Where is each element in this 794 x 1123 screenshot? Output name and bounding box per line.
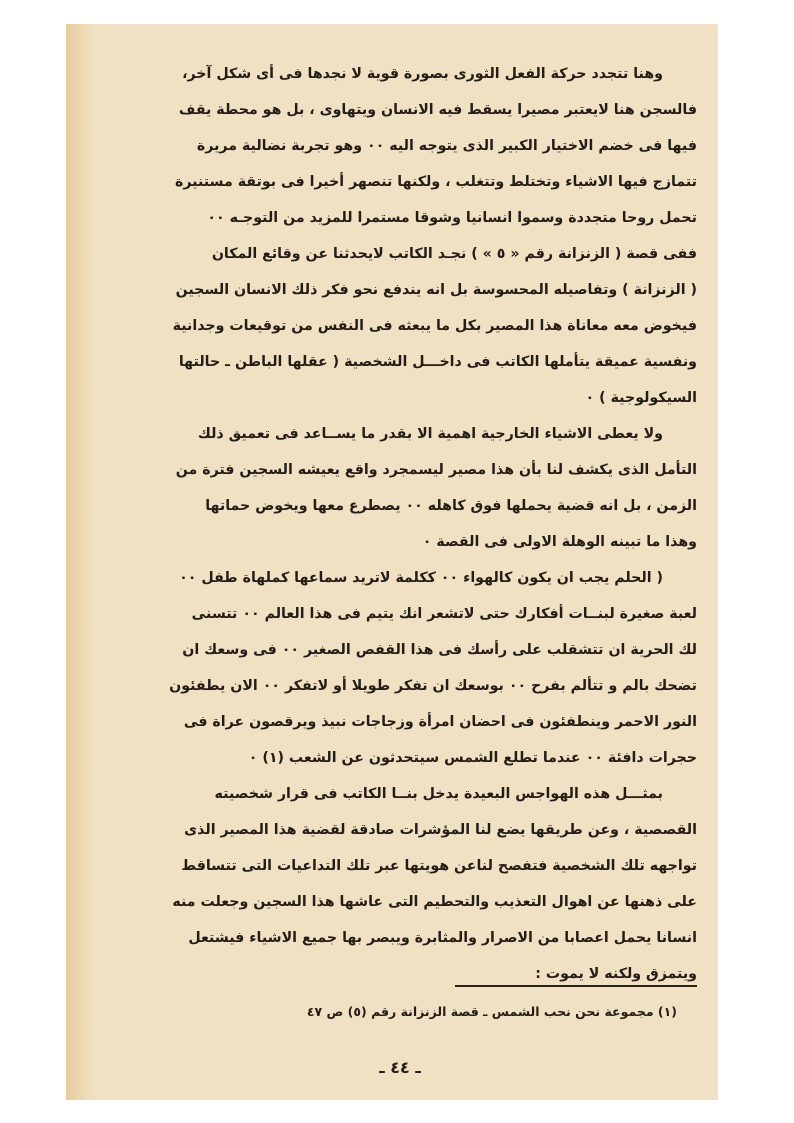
text-line: فيها فى خضم الاختيار الكبير الذى يتوجه اليه ٠٠ وهو تجربة نضالية مريرة xyxy=(196,138,697,154)
text-line: ( الحلم يجب ان يكون كالهواء ٠٠ ككلمة لاتريد سماعها كملهاة طفل ٠٠ xyxy=(179,570,663,586)
text-line: تواجهه تلك الشخصية فتفصح لناعن هويتها عبر تلك التداعيات التى تتساقط xyxy=(181,858,697,874)
text-line: فيخوض معه معاناة هذا المصير بكل ما يبعثه فى النفس من توقيعات وجدانية xyxy=(172,318,697,334)
text-line: تضحك بالم و تتألم بفرح ٠٠ بوسعك ان تفكر طويلا أو لاتفكر ٠٠ الان يطفئون xyxy=(169,678,697,694)
text-line: وهذا ما تبينه الوهلة الاولى فى القصة ٠ xyxy=(422,534,697,550)
text-line: القصصية ، وعن طريقها يضع لنا المؤشرات صادقة لقضية هذا المصير الذى xyxy=(184,822,697,838)
footnote: (١) مجموعة نحن نحب الشمس ـ قصة الزنزانة رقم (٥) ص ٤٧ xyxy=(306,1004,677,1019)
text-line: السيكولوجية ) ٠ xyxy=(585,390,697,406)
page-number: ـ ٤٤ ـ xyxy=(379,1058,421,1077)
text-line: ويتمزق ولكنه لا يموت : xyxy=(535,966,697,982)
text-line: انسانا يحمل اعصابا من الاصرار والمثابرة ويبصر بها جميع الاشياء فيشتعل xyxy=(188,930,697,946)
text-line: التأمل الذى يكشف لنا بأن هذا مصير ليسمجرد واقع يعيشه السجين فترة من xyxy=(175,462,697,478)
text-line: الزمن ، بل انه قضية يحملها فوق كاهله ٠٠ يصطرع معها ويخوض حماتها xyxy=(205,498,697,514)
text-line: فالسجن هنا لايعتبر مصيرا يسقط فيه الانسان ويتهاوى ، بل هو محطة يقف xyxy=(178,102,697,118)
text-line: وهنا تتجدد حركة الفعل الثورى بصورة قوية لا نجدها فى أى شكل آخر، xyxy=(182,66,663,82)
text-line: تتمازج فيها الاشياء وتختلط وتتغلب ، ولكنها تنصهر أخيرا فى بوتقة مستنيرة xyxy=(174,174,697,190)
text-line: النور الاحمر وينطفئون فى احضان امرأة وزجاجات نبيذ ويرقصون عراة فى xyxy=(183,714,697,730)
text-line: ونفسية عميقة يتأملها الكاتب فى داخـــل الشخصية ( عقلها الباطن ـ حالتها xyxy=(178,354,697,370)
text-line: لعبة صغيرة لبنــات أفكارك حتى لاتشعر انك يتيم فى هذا العالم ٠٠ تتسنى xyxy=(191,606,697,622)
body-text xyxy=(97,56,697,992)
text-line: لك الحرية ان تتشقلب على رأسك فى هذا القفص الصغير ٠٠ فى وسعك ان xyxy=(182,642,697,658)
footnote-separator xyxy=(455,985,697,987)
text-line: ( الزنزانة ) وتفاصيله المحسوسة بل انه يندفع نحو فكر ذلك الانسان السجين xyxy=(175,282,697,298)
text-line: ولا يعطى الاشياء الخارجية اهمية الا بقدر ما يســاعد فى تعميق ذلك xyxy=(197,426,663,442)
text-line: بمثـــل هذه الهواجس البعيدة يدخل بنــا الكاتب فى قرار شخصيته xyxy=(214,786,663,802)
text-line: على ذهنها عن اهوال التعذيب والتحطيم التى عاشها هذا السجين وجعلت منه xyxy=(172,894,697,910)
text-line: ففى قصة ( الزنزانة رقم « ٥ » ) نجـد الكاتب لايحدثنا عن وقائع المكان xyxy=(211,246,697,262)
text-line: حجرات دافئة ٠٠ عندما تطلع الشمس سيتحدثون عن الشعب (١) ٠ xyxy=(248,750,697,766)
text-line: تحمل روحا متجددة وسموا انسانيا وشوقا مستمرا للمزيد من التوجـه ٠٠ xyxy=(207,210,697,226)
page-spine-shadow xyxy=(66,24,96,1100)
